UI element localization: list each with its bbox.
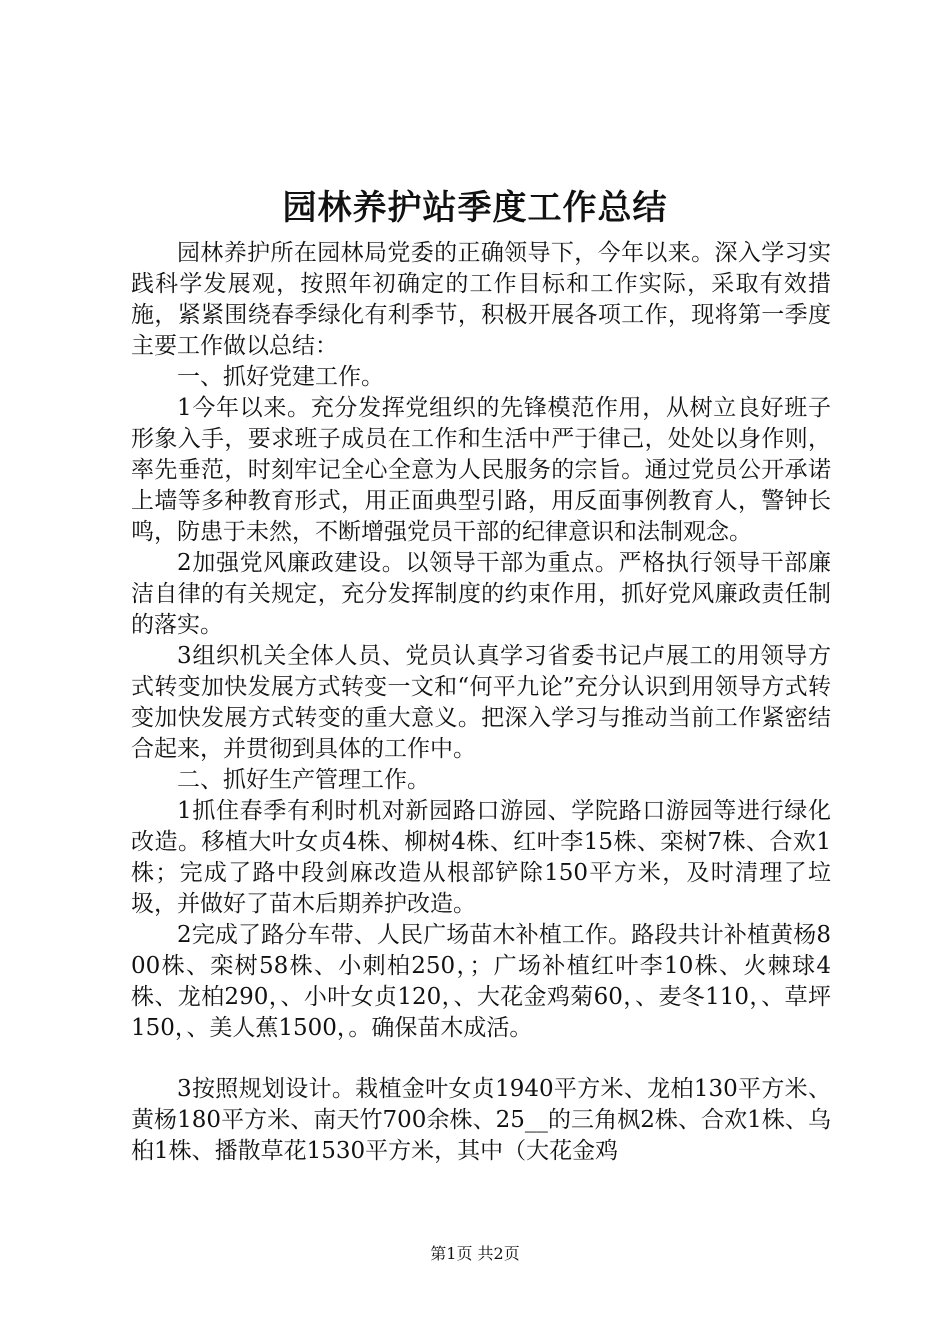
document-title: 园林养护站季度工作总结	[282, 188, 668, 228]
paragraph-production-2: 2完成了路分车带、人民广场苗木补植工作。路段共计补植黄杨800株、栾树58株、小刺柏250，；广场补植红叶李10株、火棘球4株、龙柏290，、小叶女贞120，、大花金鸡菊60，、麦冬110，、草坪150，、美人蕉1500，。确保苗木成活。	[131, 922, 831, 1041]
section-heading-party-building: 一、抓好党建工作。	[177, 364, 384, 390]
paragraph-party-2: 2加强党风廉政建设。以领导干部为重点。严格执行领导干部廉洁自律的有关规定，充分发挥制度的约束作用，抓好党风廉政责任制的落实。	[131, 550, 831, 638]
intro-paragraph: 园林养护所在园林局党委的正确领导下，今年以来。深入学习实践科学发展观，按照年初确定的工作目标和工作实际，采取有效措施，紧紧围绕春季绿化有利季节，积极开展各项工作，现将第一季度主要工作做以总结：	[131, 240, 831, 359]
paragraph-party-3: 3组织机关全体人员、党员认真学习省委书记卢展工的用领导方式转变加快发展方式转变一文和“何平九论”充分认识到用领导方式转变加快发展方式转变的重大意义。把深入学习与推动当前工作紧密结合起来，并贯彻到具体的工作中。	[131, 643, 831, 762]
paragraph-party-1: 1今年以来。充分发挥党组织的先锋模范作用，从树立良好班子形象入手，要求班子成员在工作和生活中严于律己，处处以身作则，率先垂范，时刻牢记全心全意为人民服务的宗旨。通过党员公开承诺上墙等多种教育形式，用正面典型引路，用反面事例教育人，警钟长鸣，防患于未然，不断增强党员干部的纪律意识和法制观念。	[131, 395, 831, 545]
paragraph-production-3: 3按照规划设计。栽植金叶女贞1940平方米、龙柏130平方米、黄杨180平方米、南天竹700余株、25__的三角枫2株、合欢1株、乌桕1株、播散草花1530平方米，其中（大花金鸡	[131, 1076, 831, 1164]
page-footer: 第1页 共2页	[430, 1244, 520, 1263]
document-body	[131, 238, 831, 1167]
paragraph-production-1: 1抓住春季有利时机对新园路口游园、学院路口游园等进行绿化改造。移植大叶女贞4株、柳树4株、红叶李15株、栾树7株、合欢1株；完成了路中段剑麻改造从根部铲除150平方米，及时清理了垃圾，并做好了苗木后期养护改造。	[131, 798, 831, 917]
section-heading-production: 二、抓好生产管理工作。	[177, 767, 430, 793]
